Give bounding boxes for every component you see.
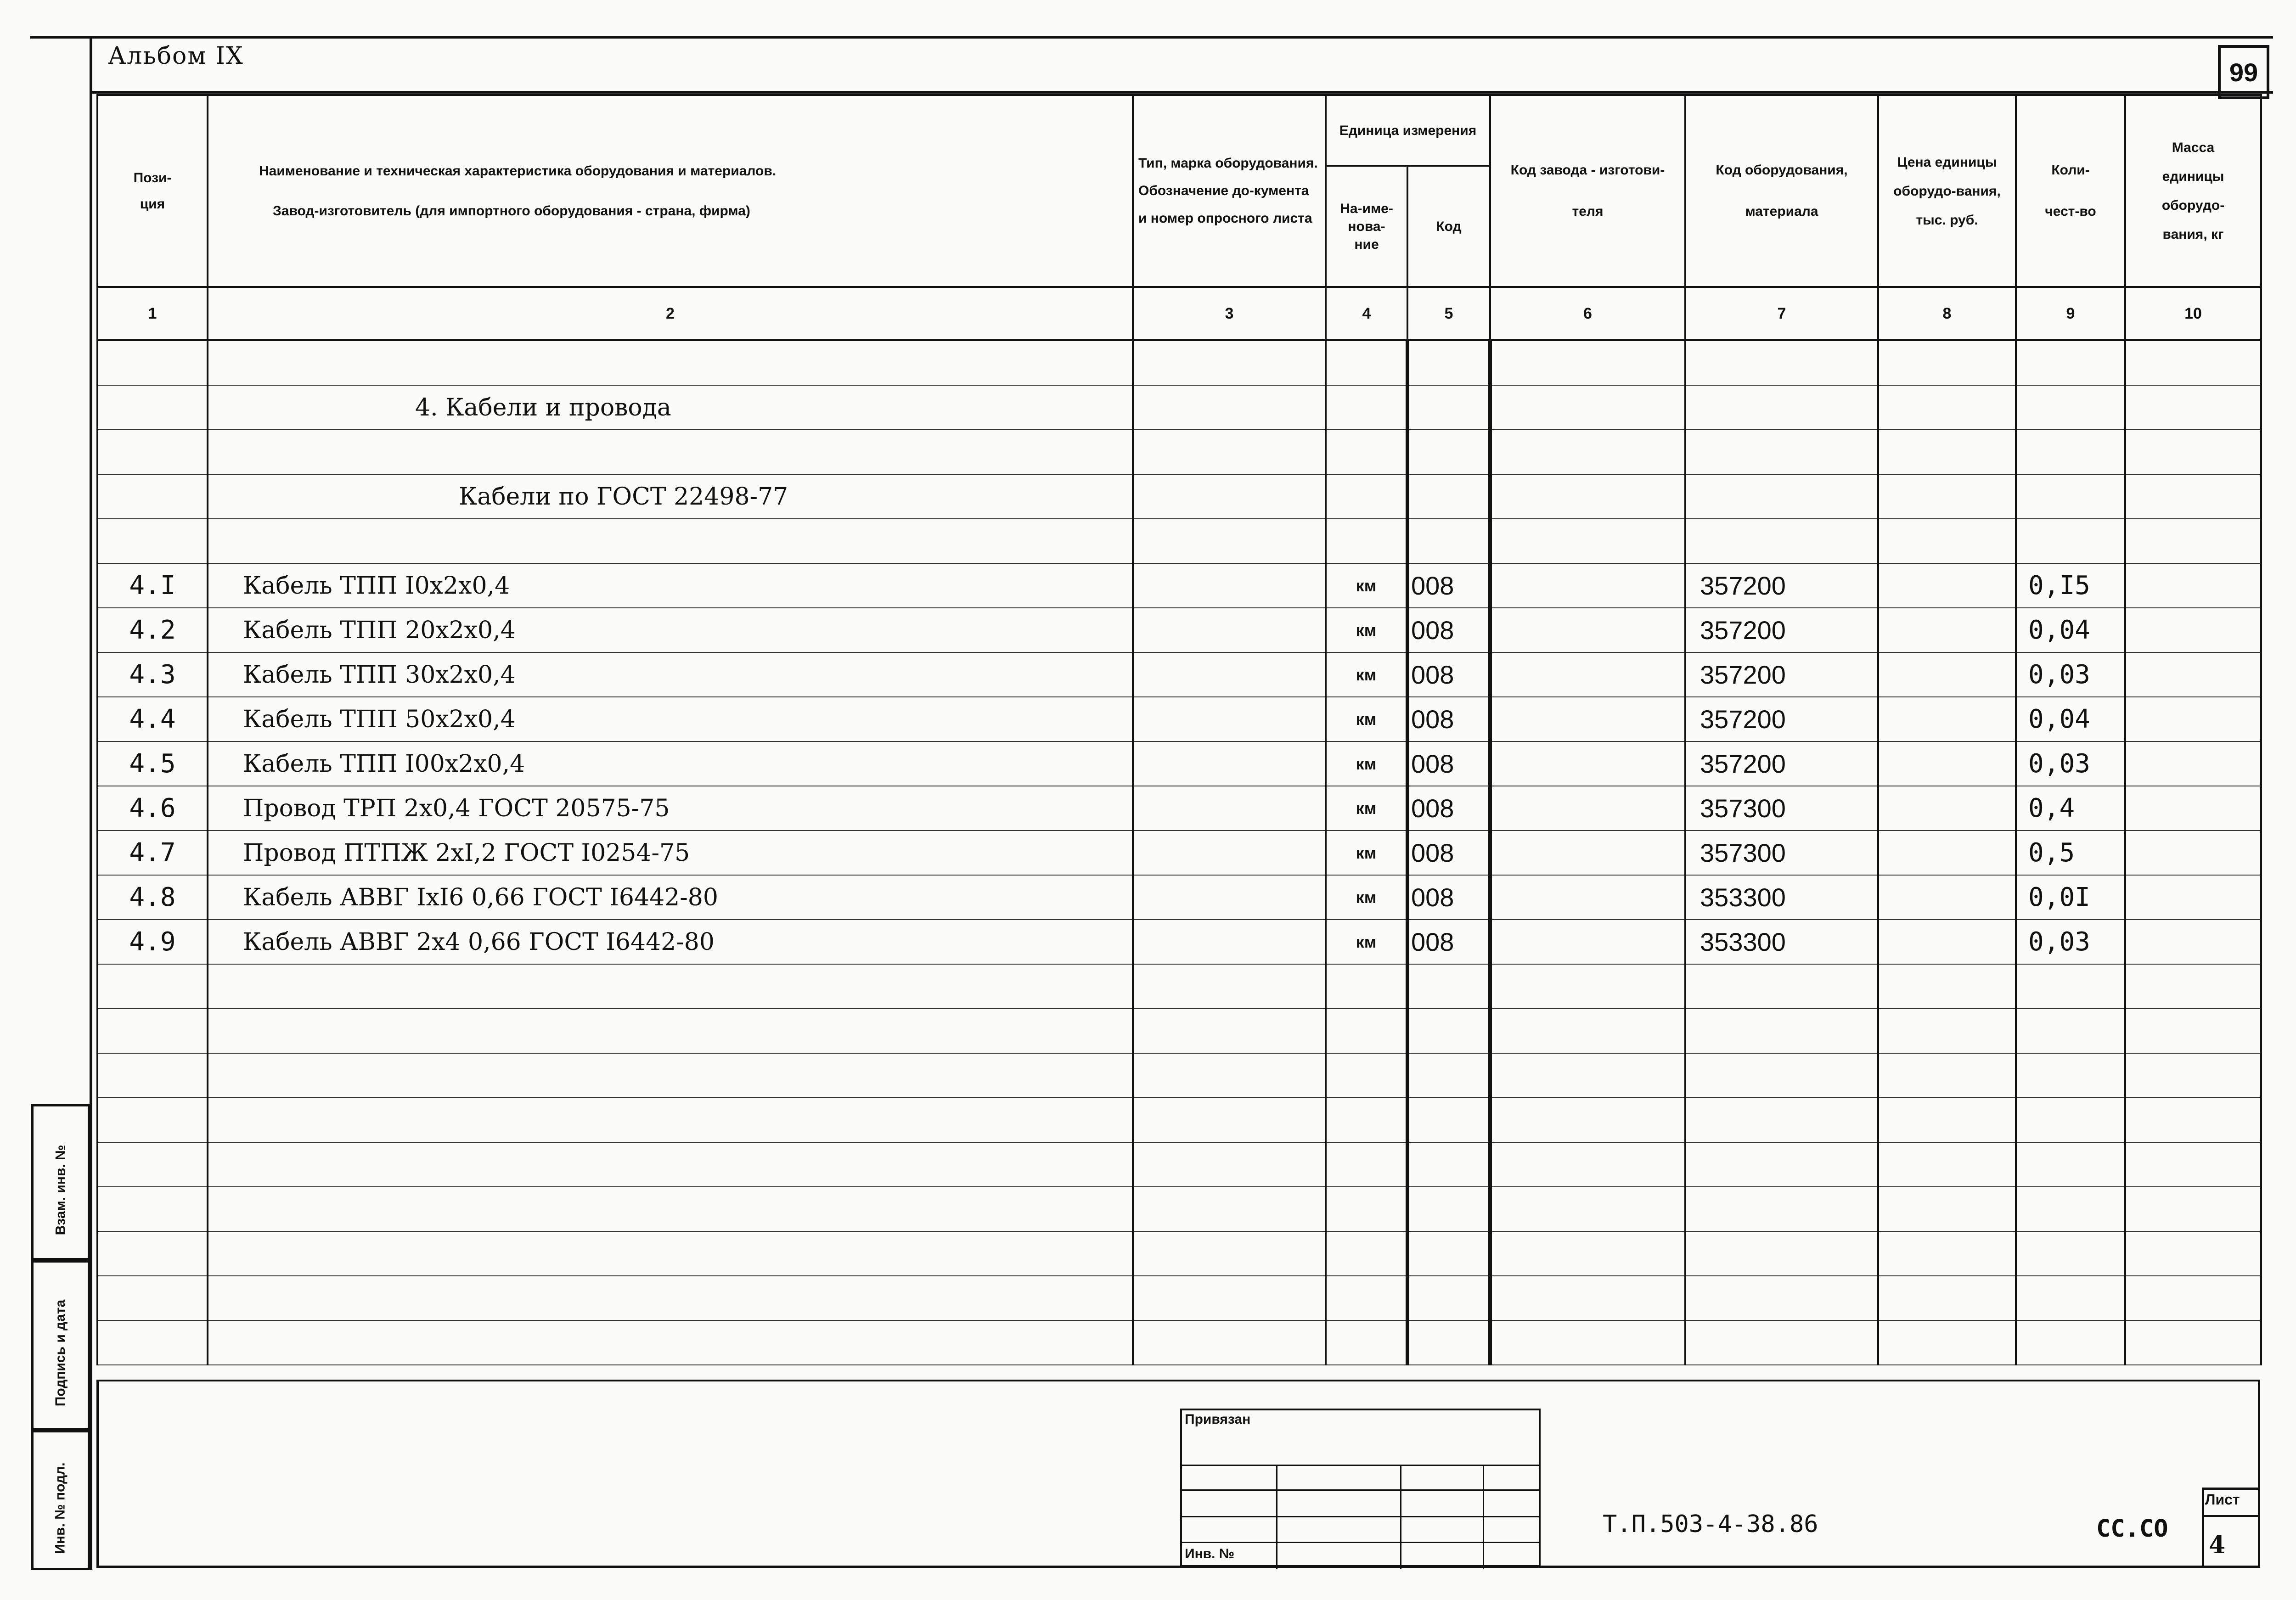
name-cell: Кабель ТПП 20х2х0,4 <box>208 608 1133 652</box>
col9-header: Коли-чест-во <box>2016 95 2125 287</box>
quantity-cell: 0,4 <box>2016 786 2125 831</box>
unit-code-cell: 008 <box>1407 697 1490 741</box>
col2-header-line2: Завод-изготовитель (для импортного оборудования - страна, фирма) <box>273 203 750 219</box>
unit-cell: км <box>1326 786 1407 831</box>
col-number: 5 <box>1407 287 1490 340</box>
quantity-cell: 0,I5 <box>2016 563 2125 608</box>
binding-stamp <box>1180 1409 1541 1567</box>
unit-cell: км <box>1326 875 1407 920</box>
quantity-cell: 0,0I <box>2016 875 2125 920</box>
name-cell: Кабель ТПП I00х2х0,4 <box>208 741 1133 786</box>
position-cell: 4.9 <box>97 920 208 964</box>
unit-code-cell: 008 <box>1407 608 1490 652</box>
unit-cell: км <box>1326 831 1407 875</box>
table-row <box>97 786 2261 831</box>
col8-header: Цена единицы оборудо-вания, тыс. руб. <box>1878 95 2016 287</box>
unit-cell: км <box>1326 652 1407 697</box>
col-number: 10 <box>2125 287 2261 340</box>
quantity-cell: 0,04 <box>2016 608 2125 652</box>
table-row <box>97 964 2261 1009</box>
col-number: 3 <box>1133 287 1326 340</box>
stamp-replaced-inv-text: Взам. инв. № <box>53 1145 68 1235</box>
unit-code-cell: 008 <box>1407 920 1490 964</box>
table-row <box>97 1009 2261 1053</box>
quantity-cell: 0,5 <box>2016 831 2125 875</box>
quantity-cell: 0,03 <box>2016 741 2125 786</box>
stamp-replaced-inv <box>31 1104 90 1260</box>
col6-header: Код завода - изготови-теля <box>1490 95 1685 287</box>
col-number: 4 <box>1326 287 1407 340</box>
material-code-cell: 357200 <box>1685 608 1878 652</box>
col10-header: Масса единицы оборудо-вания, кг <box>2125 95 2261 287</box>
unit-cell: км <box>1326 697 1407 741</box>
col7-header: Код оборудования, материала <box>1685 95 1878 287</box>
stamp-line <box>1182 1465 1541 1466</box>
stamp-signature-date <box>31 1260 90 1430</box>
col3-header: Тип, марка оборудования. Обозначение до-кумента и номер опросного листа <box>1133 95 1326 287</box>
table-row <box>97 1142 2261 1187</box>
col-number: 8 <box>1878 287 2016 340</box>
unit-code-cell: 008 <box>1407 831 1490 875</box>
header-row-1 <box>97 95 2261 166</box>
col-number: 1 <box>97 287 208 340</box>
table-row <box>97 1276 2261 1320</box>
table-row <box>97 831 2261 875</box>
stamp-original-inv-text: Инв. № подл. <box>53 1462 68 1554</box>
stamp-line <box>1182 1542 1541 1543</box>
sheet-label: Лист <box>2205 1491 2240 1508</box>
document-code: Т.П.503-4-38.86 <box>1603 1510 1818 1538</box>
subsection-title: Кабели по ГОСТ 22498-77 <box>208 474 1133 519</box>
col-number: 2 <box>208 287 1133 340</box>
sheet-code: СС.СО <box>2096 1515 2168 1543</box>
inventory-label: Инв. № <box>1185 1546 1235 1561</box>
name-cell: Кабель ТПП 30х2х0,4 <box>208 652 1133 697</box>
position-cell: 4.7 <box>97 831 208 875</box>
table-row <box>97 875 2261 920</box>
section-row <box>97 385 2261 430</box>
name-cell: Кабель АВВГ 2х4 0,66 ГОСТ I6442-80 <box>208 920 1133 964</box>
table-row <box>97 430 2261 474</box>
col1-header: Пози- ция <box>97 95 208 287</box>
bound-label: Привязан <box>1185 1412 1251 1427</box>
material-code-cell: 357200 <box>1685 697 1878 741</box>
sheet-box-divider <box>2202 1515 2260 1517</box>
quantity-cell: 0,03 <box>2016 652 2125 697</box>
quantity-cell: 0,04 <box>2016 697 2125 741</box>
position-cell: 4.I <box>97 563 208 608</box>
table-row <box>97 1320 2261 1365</box>
material-code-cell: 353300 <box>1685 920 1878 964</box>
table-row <box>97 1098 2261 1142</box>
table-row <box>97 741 2261 786</box>
stamp-line <box>1276 1465 1277 1569</box>
table-row <box>97 1187 2261 1231</box>
section-title: 4. Кабели и провода <box>208 385 1133 430</box>
col-number: 6 <box>1490 287 1685 340</box>
stamp-line <box>1400 1465 1401 1569</box>
unit-cell: км <box>1326 608 1407 652</box>
table-row <box>97 920 2261 964</box>
col2-header <box>208 95 1133 287</box>
col-number: 9 <box>2016 287 2125 340</box>
unit-cell: км <box>1326 920 1407 964</box>
unit-code-cell: 008 <box>1407 786 1490 831</box>
table-row <box>97 340 2261 385</box>
material-code-cell: 357300 <box>1685 831 1878 875</box>
col2-header-line1: Наименование и техническая характеристика оборудования и материалов. <box>259 163 777 179</box>
material-code-cell: 357300 <box>1685 786 1878 831</box>
subsection-row <box>97 474 2261 519</box>
position-cell: 4.2 <box>97 608 208 652</box>
table-row <box>97 697 2261 741</box>
table-row <box>97 1053 2261 1098</box>
name-cell: Кабель ТПП 50х2х0,4 <box>208 697 1133 741</box>
table-row <box>97 563 2261 608</box>
unit-header: Единица измерения <box>1326 95 1490 166</box>
column-number-row <box>97 287 2261 340</box>
name-cell: Провод ПТПЖ 2хI,2 ГОСТ I0254-75 <box>208 831 1133 875</box>
stamp-line <box>1182 1516 1541 1517</box>
material-code-cell: 353300 <box>1685 875 1878 920</box>
unit-cell: км <box>1326 741 1407 786</box>
stamp-line <box>1483 1465 1484 1569</box>
unit-cell: км <box>1326 563 1407 608</box>
position-cell: 4.3 <box>97 652 208 697</box>
table-top-border <box>90 91 2273 94</box>
material-code-cell: 357200 <box>1685 741 1878 786</box>
material-code-cell: 357200 <box>1685 652 1878 697</box>
sheet-number: 4 <box>2209 1531 2226 1559</box>
sheet-top-border <box>30 36 2273 39</box>
name-cell: Кабель ТПП I0х2х0,4 <box>208 563 1133 608</box>
unit-code-cell: 008 <box>1407 741 1490 786</box>
table-row <box>97 519 2261 563</box>
stamp-signature-date-text: Подпись и дата <box>53 1299 68 1407</box>
stamp-line <box>1182 1489 1541 1491</box>
material-code-cell: 357200 <box>1685 563 1878 608</box>
quantity-cell: 0,03 <box>2016 920 2125 964</box>
name-cell: Провод ТРП 2х0,4 ГОСТ 20575-75 <box>208 786 1133 831</box>
unit-code-cell: 008 <box>1407 875 1490 920</box>
position-cell: 4.6 <box>97 786 208 831</box>
specification-table <box>96 94 2262 1365</box>
position-cell: 4.8 <box>97 875 208 920</box>
unit-code-cell: 008 <box>1407 652 1490 697</box>
album-title: Альбом IX <box>108 42 244 70</box>
table-row <box>97 652 2261 697</box>
table-row <box>97 608 2261 652</box>
position-cell: 4.5 <box>97 741 208 786</box>
title-block <box>96 1380 2260 1568</box>
stamp-original-inv <box>31 1430 90 1570</box>
col4-header: На-име-нова-ние <box>1326 166 1407 287</box>
unit-code-cell: 008 <box>1407 563 1490 608</box>
table-row <box>97 1231 2261 1276</box>
col-number: 7 <box>1685 287 1878 340</box>
col5-header: Код <box>1407 166 1490 287</box>
name-cell: Кабель АВВГ IхI6 0,66 ГОСТ I6442-80 <box>208 875 1133 920</box>
page-number: 99 <box>2218 45 2269 99</box>
position-cell: 4.4 <box>97 697 208 741</box>
